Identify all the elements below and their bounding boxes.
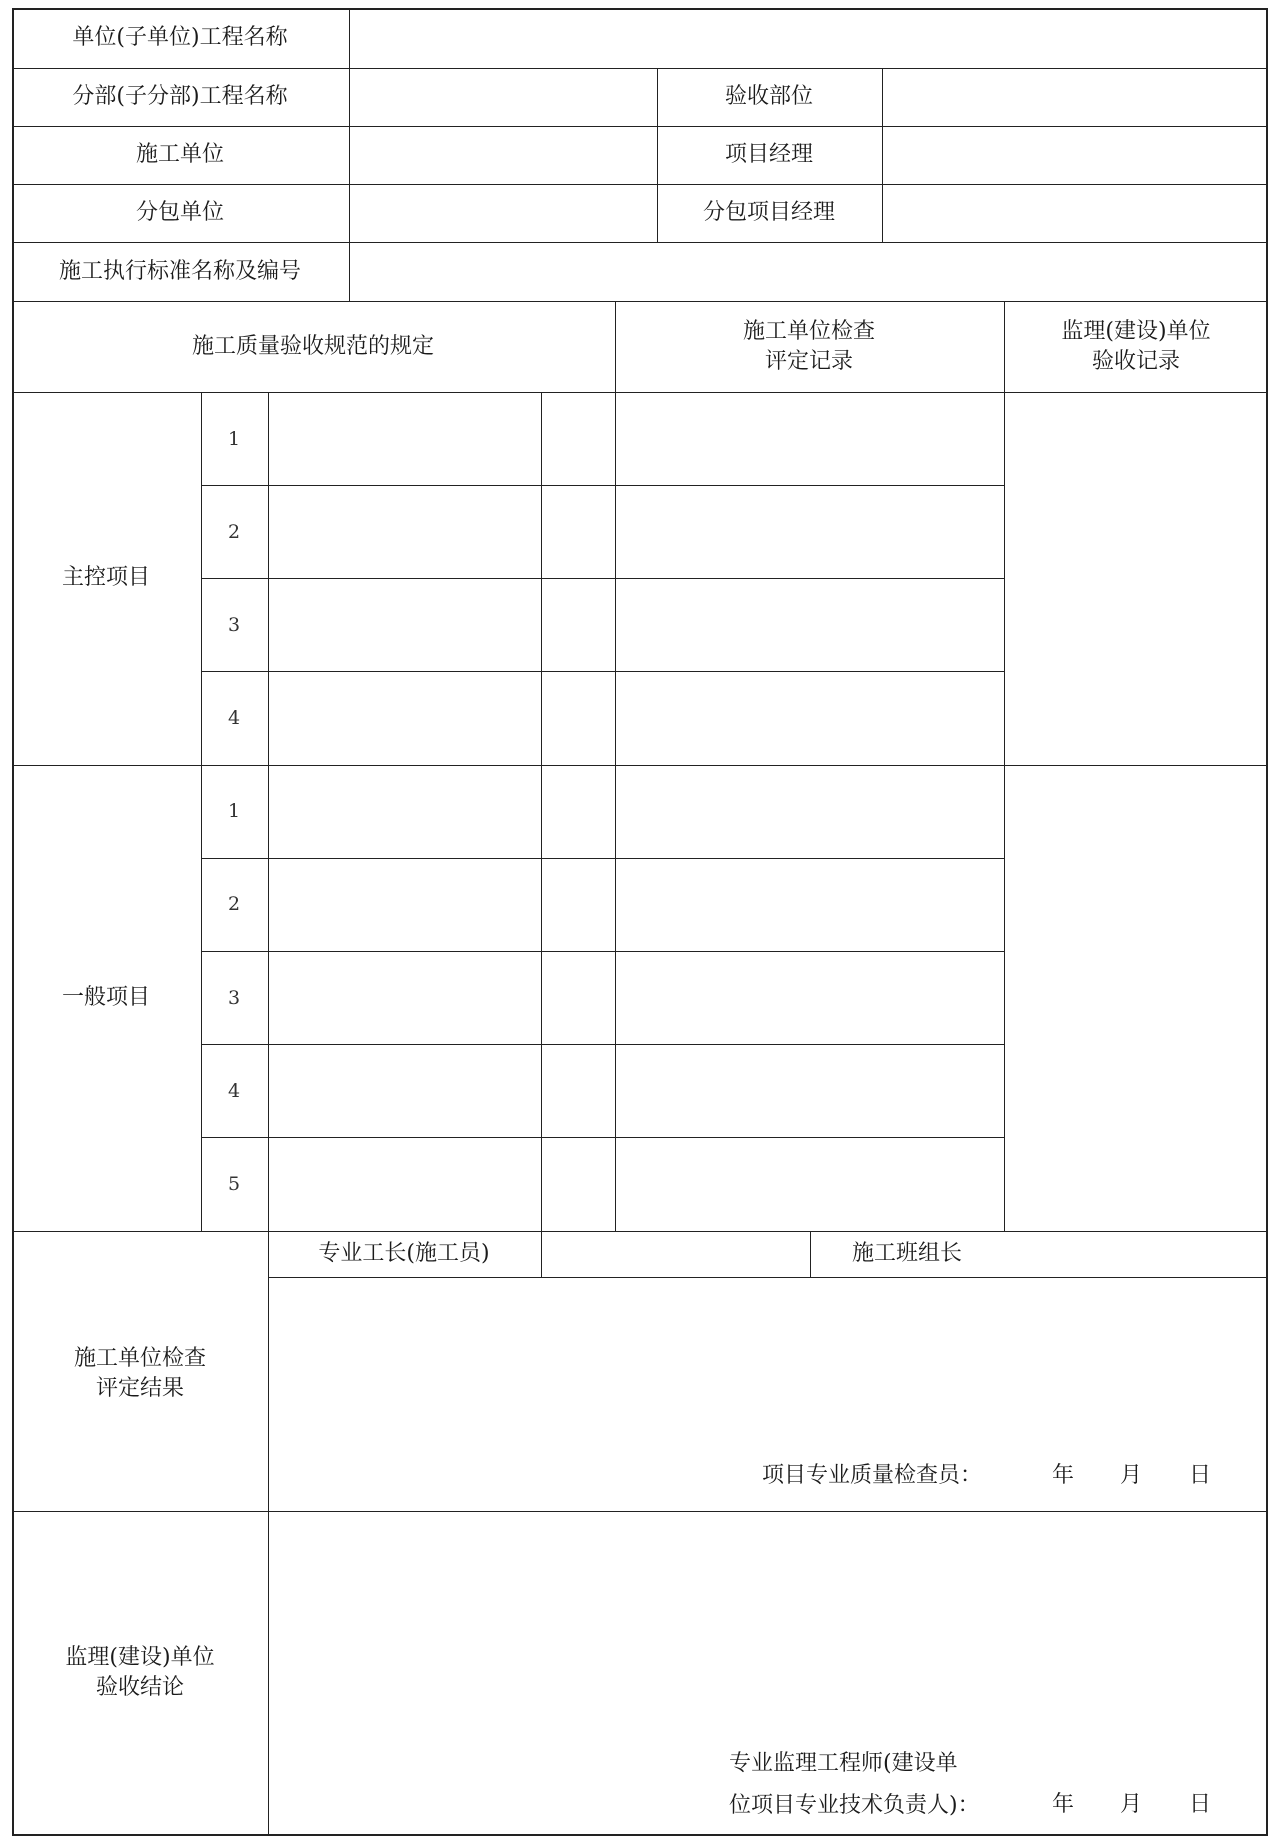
engineer-date-month: 月 bbox=[1120, 1792, 1143, 1817]
acceptance-part-label: 验收部位 bbox=[724, 84, 814, 109]
row-divider bbox=[12, 1511, 1268, 1512]
item-row-divider bbox=[201, 1137, 1004, 1138]
item-row-divider bbox=[201, 858, 1004, 859]
col-divider bbox=[1004, 301, 1005, 1231]
inspector-signature-label: 项目专业质量检查员： bbox=[762, 1463, 983, 1488]
col-divider bbox=[657, 68, 658, 243]
inspector-date-day: 日 bbox=[1189, 1463, 1212, 1488]
col-divider bbox=[882, 68, 883, 243]
spec-header: 施工质量验收规范的规定 bbox=[191, 334, 435, 359]
contractor-record-header: 施工单位检查 评定记录 bbox=[742, 319, 876, 374]
general-items-label: 一般项目 bbox=[61, 985, 151, 1010]
main-control-row-number: 1 bbox=[227, 428, 241, 450]
main-control-label: 主控项目 bbox=[61, 565, 151, 590]
row-divider bbox=[12, 184, 1268, 185]
row-divider bbox=[12, 301, 1268, 302]
foreman-label: 专业工长(施工员) bbox=[318, 1241, 490, 1266]
general-row-number: 1 bbox=[227, 800, 241, 822]
row-divider bbox=[12, 1231, 1268, 1232]
signature-row-divider bbox=[268, 1277, 1268, 1278]
row-divider bbox=[12, 68, 1268, 69]
main-control-row-number: 2 bbox=[227, 521, 241, 543]
supervisor-conclusion-label: 监理(建设)单位 验收结论 bbox=[65, 1645, 215, 1700]
general-row-number: 4 bbox=[227, 1080, 241, 1102]
item-row-divider bbox=[201, 951, 1004, 952]
general-row-number: 5 bbox=[227, 1173, 241, 1195]
col-divider bbox=[349, 8, 350, 301]
col-divider bbox=[810, 1231, 811, 1277]
sub-project-name-label: 分部(子分部)工程名称 bbox=[72, 84, 288, 109]
engineer-date-year: 年 bbox=[1052, 1792, 1075, 1817]
item-row-divider bbox=[201, 671, 1004, 672]
engineer-date-day: 日 bbox=[1189, 1792, 1212, 1817]
supervisor-record-header: 监理(建设)单位 验收记录 bbox=[1061, 319, 1211, 374]
construction-unit-label: 施工单位 bbox=[135, 142, 225, 167]
inspector-date-month: 月 bbox=[1120, 1463, 1143, 1488]
general-row-number: 2 bbox=[227, 893, 241, 915]
general-row-number: 3 bbox=[227, 987, 241, 1009]
project-manager-label: 项目经理 bbox=[724, 142, 814, 167]
item-row-divider bbox=[201, 578, 1004, 579]
item-row-divider bbox=[201, 485, 1004, 486]
subcontract-unit-label: 分包单位 bbox=[135, 200, 225, 225]
item-row-divider bbox=[201, 1044, 1004, 1045]
col-divider bbox=[268, 1231, 269, 1836]
engineer-signature-label: 专业监理工程师(建设单 位项目专业技术负责人)： bbox=[729, 1751, 980, 1818]
standard-label: 施工执行标准名称及编号 bbox=[58, 259, 302, 284]
inspection-record-form bbox=[12, 8, 1268, 1836]
col-divider bbox=[541, 392, 542, 1277]
col-divider bbox=[615, 301, 616, 1231]
main-control-row-number: 4 bbox=[227, 707, 241, 729]
subcontract-manager-label: 分包项目经理 bbox=[702, 200, 836, 225]
col-divider bbox=[201, 392, 202, 1231]
main-control-row-number: 3 bbox=[227, 614, 241, 636]
row-divider bbox=[12, 126, 1268, 127]
unit-project-name-label: 单位(子单位)工程名称 bbox=[72, 25, 288, 50]
col-divider bbox=[268, 392, 269, 1231]
row-divider bbox=[12, 242, 1268, 243]
contractor-result-label: 施工单位检查 评定结果 bbox=[73, 1346, 207, 1401]
inspector-date-year: 年 bbox=[1052, 1463, 1075, 1488]
team-leader-label: 施工班组长 bbox=[851, 1241, 963, 1266]
